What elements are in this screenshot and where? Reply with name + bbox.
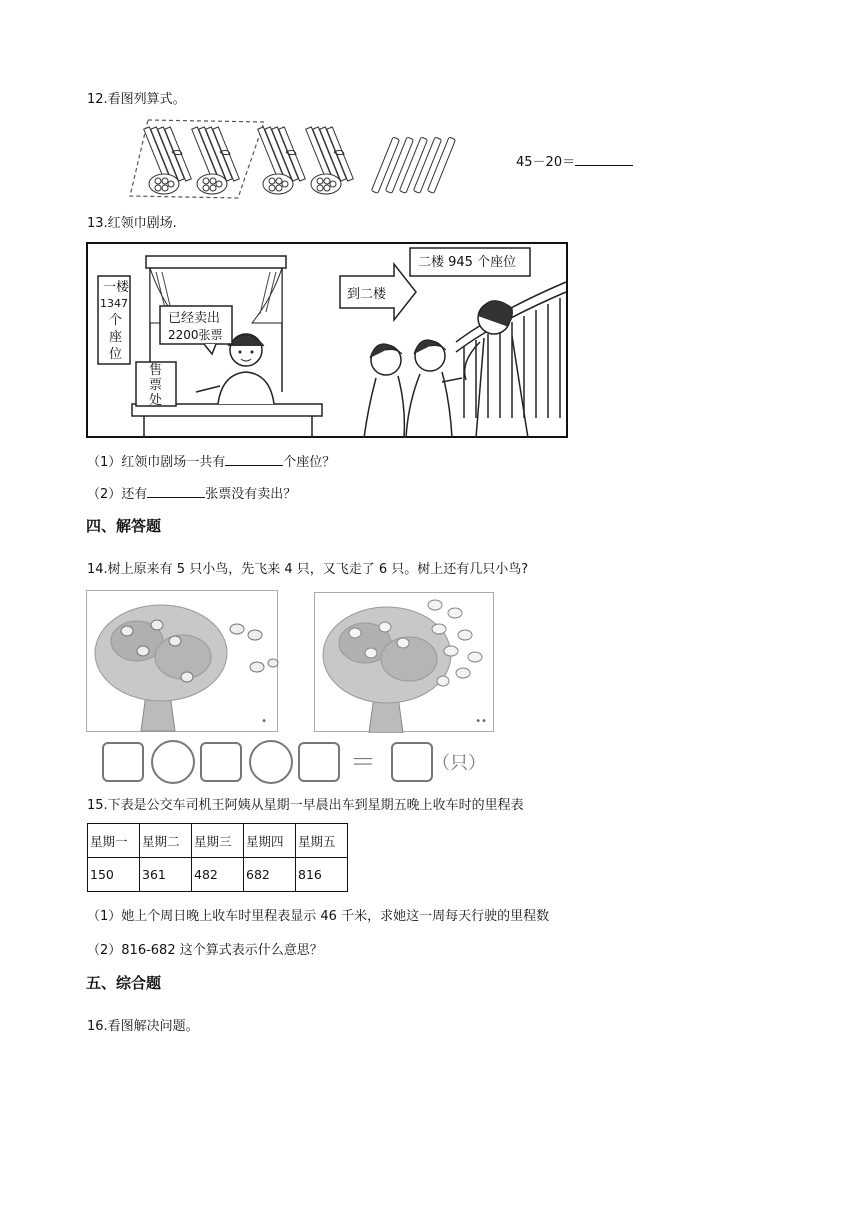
floor1-sign-line4: 座 <box>109 330 123 345</box>
stick-bundle-icon <box>144 127 192 194</box>
stick-bundle-icon <box>258 127 306 194</box>
table-cell: 816 <box>296 858 348 892</box>
usher-woman-icon <box>465 301 528 438</box>
equation-12-text: 45－20＝ <box>516 155 576 170</box>
section-5-heading: 五、综合题 <box>86 974 162 992</box>
girl-icon <box>406 340 462 438</box>
question-13-title: 13.红领巾剧场. <box>87 216 177 231</box>
answer-box-2[interactable] <box>200 742 242 782</box>
stick-bundles-figure <box>126 116 468 202</box>
table-cell: 682 <box>244 858 296 892</box>
floor1-sign-line2: 1347 <box>100 297 128 310</box>
arrow-label: 到二楼 <box>347 287 387 302</box>
answer-blank[interactable] <box>575 154 633 166</box>
answer-box-3[interactable] <box>298 742 340 782</box>
girl-icon <box>364 344 404 438</box>
question-14-title: 14.树上原来有 5 只小鸟，先飞来 4 只，又飞走了 6 只。树上还有几只小鸟? <box>87 562 529 577</box>
booth-sign-line2: 票 <box>149 378 163 393</box>
operator-circle-2[interactable] <box>249 740 293 784</box>
panel-2-dots: •• <box>475 716 487 727</box>
equation-12 <box>516 154 633 169</box>
booth-sign-line1: 售 <box>149 363 163 378</box>
equals-sign: ＝ <box>350 748 377 778</box>
question-12-title: 12.看图列算式。 <box>87 92 186 107</box>
floor2-sign: 二楼 945 个座位 <box>418 255 517 270</box>
question-16-title: 16.看图解决问题。 <box>87 1019 199 1034</box>
table-header-row <box>88 824 348 858</box>
answer-box-1[interactable] <box>102 742 144 782</box>
table-header-cell: 星期三 <box>192 824 244 858</box>
table-cell: 361 <box>140 858 192 892</box>
sub1-prefix: （1）红领巾剧场一共有 <box>87 455 226 470</box>
panel-1-dot: • <box>261 716 267 727</box>
sub2-suffix: 张票没有卖出？ <box>205 487 297 502</box>
table-cell: 150 <box>88 858 140 892</box>
section-4-heading: 四、解答题 <box>86 517 162 535</box>
table-row <box>88 858 348 892</box>
answer-box-result[interactable] <box>391 742 433 782</box>
stick-bundle-icon <box>306 127 354 194</box>
sub2-prefix: （2）还有 <box>87 487 148 502</box>
table-cell: 482 <box>192 858 244 892</box>
tree-birds-panel-1 <box>86 590 278 732</box>
tree-birds-panel-2 <box>314 592 494 732</box>
operator-circle-1[interactable] <box>151 740 195 784</box>
single-sticks-icon <box>371 137 455 193</box>
floor1-sign-line1: 一楼 <box>103 280 130 295</box>
odometer-table <box>87 823 348 892</box>
table-header-cell: 星期二 <box>140 824 192 858</box>
question-13-sub1 <box>87 454 335 469</box>
stick-bundle-icon <box>192 127 240 194</box>
table-header-cell: 星期五 <box>296 824 348 858</box>
question-15-sub1: （1）她上个周日晚上收车时里程表显示 46 千米，求她这一周每天行驶的里程数 <box>87 909 550 924</box>
question-13-sub2 <box>87 486 296 501</box>
table-header-cell: 星期一 <box>88 824 140 858</box>
table-header-cell: 星期四 <box>244 824 296 858</box>
floor1-sign-line3: 个 <box>109 313 123 328</box>
theater-illustration <box>86 242 568 438</box>
floor1-sign-line5: 位 <box>109 347 123 362</box>
question-15-sub2: （2）816-682 这个算式表示什么意思？ <box>87 943 323 958</box>
question-15-title: 15.下表是公交车司机王阿姨从星期一早晨出车到星期五晚上收车时的里程表 <box>87 798 524 813</box>
sub1-suffix: 个座位？ <box>283 455 336 470</box>
unit-label: （只） <box>432 753 486 774</box>
sold-bubble-line1: 已经卖出 <box>168 311 221 326</box>
answer-blank[interactable] <box>225 454 283 466</box>
sold-bubble-line2: 2200张票 <box>168 328 223 342</box>
booth-sign-line3: 处 <box>149 393 163 408</box>
answer-blank[interactable] <box>147 486 205 498</box>
